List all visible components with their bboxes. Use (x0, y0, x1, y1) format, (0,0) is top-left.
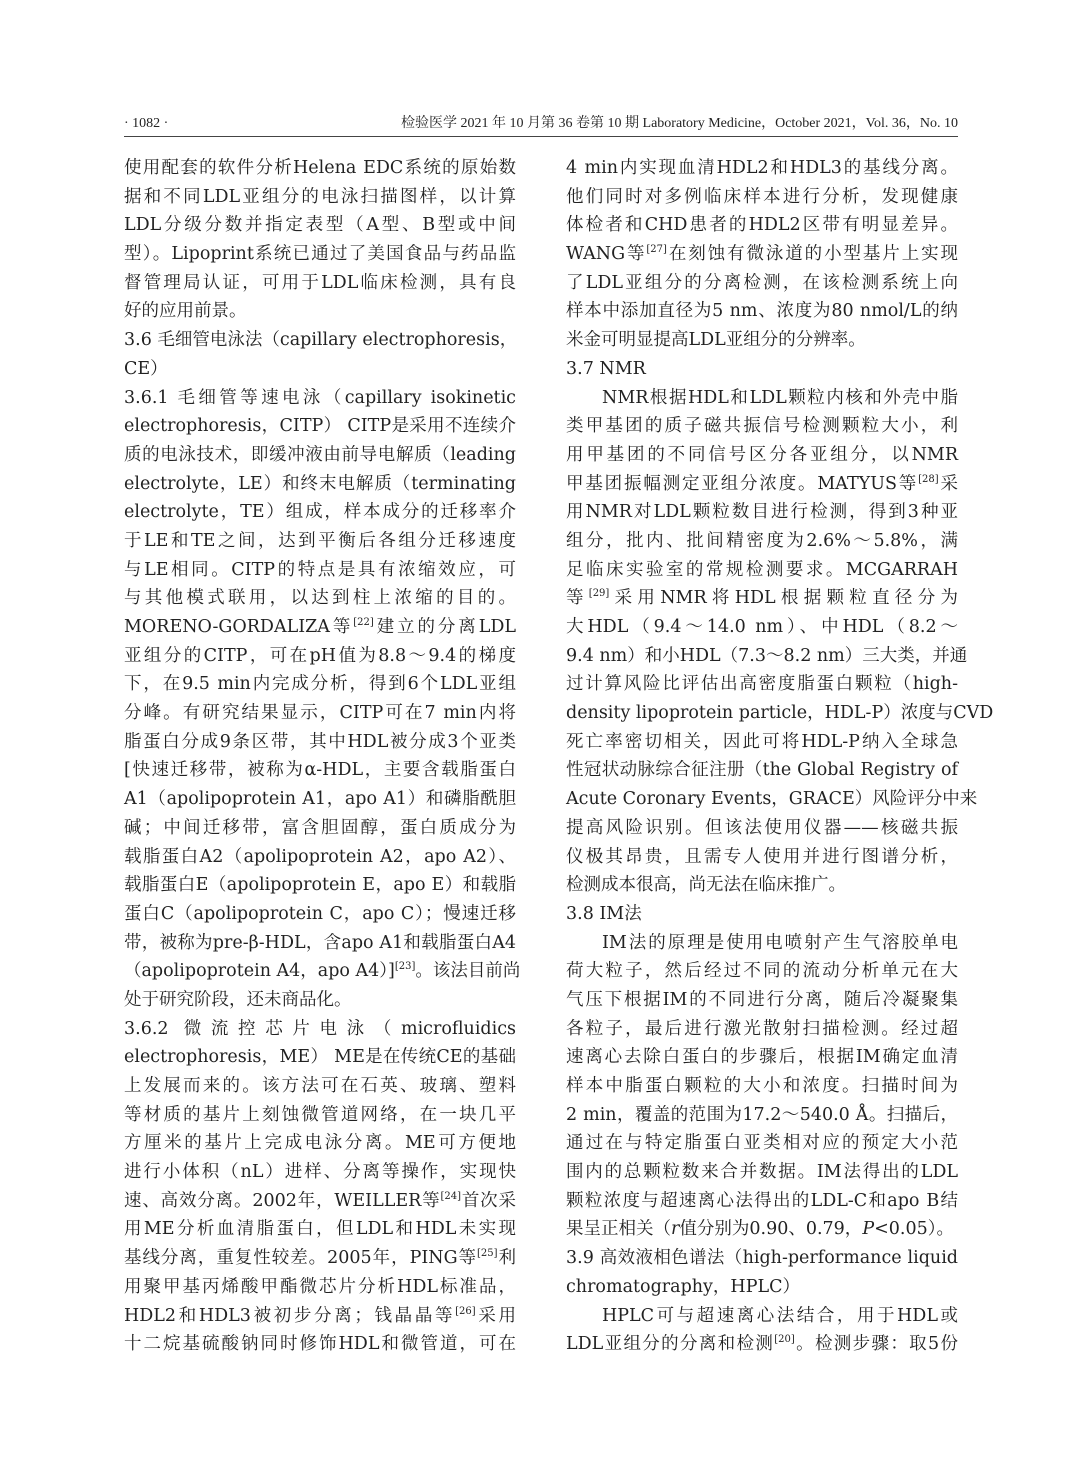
text-line: 通过在与特定脂蛋白亚类相对应的预定大小范 (566, 1133, 958, 1154)
text-line: HDL2和HDL3被初步分离；钱晶晶等[26]采用 (124, 1305, 517, 1326)
text-line: 检测成本很高，尚无法在临床推广。 (566, 875, 846, 896)
text-line: 9.4 nm）和小HDL（7.3～8.2 nm）三大类，并通 (566, 645, 968, 666)
text-line: electrolyte，LE）和终末电解质（terminating (124, 473, 516, 494)
text-line: 他们同时对多例临床样本进行分析，发现健康 (566, 186, 958, 207)
page-number: · 1082 · (124, 116, 169, 131)
text-line: 4 min内实现血清HDL2和HDL3的基线分离。 (566, 158, 958, 178)
text-line: 类甲基团的质子磁共振信号检测颗粒大小，利 (566, 416, 958, 437)
text-line: 与LE相同。CITP的特点是具有浓缩效应，可 (124, 559, 516, 580)
text-line: 用聚甲基丙烯酸甲酯微芯片分析HDL标准品， (124, 1276, 516, 1297)
text-line: 甲基团振幅测定亚组分浓度。MATYUS等[28]采 (566, 473, 959, 494)
text-line: 于LE和TE之间，达到平衡后各组分迁移速度 (124, 530, 516, 551)
text-line: 方厘米的基片上完成电泳分离。ME可方便地 (124, 1133, 516, 1154)
text-line: NMR根据HDL和LDL颗粒内核和外壳中脂 (602, 387, 958, 408)
text-line: 等材质的基片上刻蚀微管道网络，在一块几平 (124, 1104, 516, 1125)
text-line: Acute Coronary Events，GRACE）风险评分中来 (566, 789, 978, 810)
text-line: IM法的原理是使用电喷射产生气溶胶单电 (602, 932, 958, 953)
text-line: 用甲基团的不同信号区分各亚组分，以NMR (566, 444, 958, 465)
running-header (124, 112, 958, 137)
section-heading: 3.9 高效液相色谱法（high-performance liquid (566, 1248, 958, 1269)
text-line: 脂蛋白分成9条区带，其中HDL被分成3个亚类 (124, 731, 516, 752)
text-line: 围内的总颗粒数来合并数据。IM法得出的LDL (566, 1162, 958, 1183)
section-heading: 3.6 毛细管电泳法（capillary electrophoresis， (124, 330, 518, 351)
journal-citation: 检验医学 2021 年 10 月第 36 卷第 10 期 Laboratory Medicine，October 2021，Vol. 36，No. 10 (401, 116, 958, 131)
text-line: 各粒子，最后进行激光散射扫描检测。经过超 (566, 1018, 958, 1039)
section-heading: CE） (124, 358, 168, 379)
text-line: 颗粒浓度与超速离心法得出的LDL-C和apo B结 (566, 1190, 958, 1211)
text-line: 十二烷基硫酸钠同时修饰HDL和微管道，可在 (124, 1334, 516, 1355)
text-line: 样本中脂蛋白颗粒的大小和浓度。扫描时间为 (566, 1076, 958, 1096)
text-line: 型）。Lipoprint系统已通过了美国食品与药品监 (124, 244, 516, 265)
subsection-heading: 3.6.1 毛细管等速电泳（capillary isokinetic (124, 387, 516, 408)
section-heading: chromatography，HPLC） (566, 1276, 800, 1297)
text-line: 大HDL（9.4～14.0 nm）、中HDL（8.2～ (566, 617, 958, 637)
subsection-heading: 3.6.2 微流控芯片电泳（microfluidics (124, 1018, 516, 1039)
text-line: 带，被称为pre-β-HDL，含apo A1和载脂蛋白A4 (124, 932, 516, 953)
text-line: 过计算风险比评估出高密度脂蛋白颗粒（high- (566, 674, 958, 695)
text-line: 性冠状动脉综合征注册（the Global Registry of (566, 760, 958, 781)
text-line: 下，在9.5 min内完成分析，得到6个LDL亚组 (124, 674, 516, 695)
text-line: 速、高效分离。2002年，WEILLER等[24]首次采 (124, 1190, 516, 1211)
text-line: 仪极其昂贵，且需专人使用并进行图谱分析， (566, 846, 958, 867)
text-line: LDL分级分数并指定表型（A型、B型或中间 (124, 215, 516, 236)
text-line: 进行小体积（nL）进样、分离等操作，实现快 (124, 1162, 516, 1183)
text-line: 米金可明显提高LDL亚组分的分辨率。 (566, 330, 866, 351)
text-line: 速离心去除白蛋白的步骤后，根据IM确定血清 (566, 1047, 958, 1068)
text-line: electrophoresis，CITP） CITP是采用不连续介 (124, 416, 516, 437)
text-line: MORENO-GORDALIZA等[22]建立的分离LDL (124, 617, 516, 637)
text-line: 上发展而来的。该方法可在石英、玻璃、塑料 (124, 1076, 516, 1096)
text-line: 蛋白C（apolipoprotein C，apo C）；慢速迁移 (124, 903, 516, 924)
text-line: electrolyte，TE）组成，样本成分的迁移率介 (124, 502, 516, 523)
text-line: 载脂蛋白A2（apolipoprotein A2，apo A2）、 (124, 846, 516, 867)
text-line: 与其他模式联用，以达到柱上浓缩的目的。 (124, 588, 516, 609)
text-line: 荷大粒子，然后经过不同的流动分析单元在大 (566, 961, 958, 982)
text-line: 好的应用前景。 (124, 301, 247, 322)
text-line: 果呈正相关（r值分别为0.90、0.79，P<0.05）。 (566, 1219, 954, 1240)
text-line: 分峰。有研究结果显示，CITP可在7 min内将 (124, 703, 516, 724)
text-line: 提高风险识别。但该法使用仪器——核磁共振 (566, 817, 958, 838)
text-line: 亚组分的CITP，可在pH值为8.8～9.4的梯度 (124, 645, 516, 666)
text-line: 基线分离，重复性较差。2005年，PING等[25]利 (124, 1248, 516, 1269)
text-line: （apolipoprotein A4，apo A4）][23]。该法目前尚 (124, 961, 521, 982)
text-line: density lipoprotein particle，HDL-P）浓度与CVD (566, 703, 994, 724)
text-line: 处于研究阶段，还未商品化。 (124, 989, 352, 1010)
text-line: 载脂蛋白E（apolipoprotein E，apo E）和载脂 (124, 875, 516, 896)
text-line: 足临床实验室的常规检测要求。MCGARRAH (566, 559, 958, 580)
text-line: 使用配套的软件分析Helena EDC系统的原始数 (124, 158, 516, 178)
text-line: 督管理局认证，可用于LDL临床检测，具有良 (124, 272, 516, 293)
left-column (124, 154, 521, 1359)
text-line: 了LDL亚组分的分离检测，在该检测系统上向 (566, 272, 958, 293)
text-line: A1（apolipoprotein A1，apo A1）和磷脂酰胆 (124, 789, 516, 810)
text-line: 据和不同LDL亚组分的电泳扫描图样，以计算 (124, 186, 516, 207)
text-line: LDL亚组分的分离和检测[20]。检测步骤：取5份 (566, 1334, 958, 1355)
right-column (566, 154, 994, 1359)
text-line: 碱；中间迁移带，富含胆固醇，蛋白质成分为 (124, 817, 516, 838)
text-line: 气压下根据IM的不同进行分离，随后冷凝聚集 (566, 989, 958, 1010)
text-line: WANG等[27]在刻蚀有微泳道的小型基片上实现 (566, 244, 959, 265)
text-line: 组分，批内、批间精密度为2.6%～5.8%，满 (566, 530, 958, 551)
text-line: [快速迁移带，被称为α-HDL，主要含载脂蛋白 (124, 760, 516, 781)
section-heading: 3.8 IM法 (566, 903, 642, 924)
text-line: 用ME分析血清脂蛋白，但LDL和HDL未实现 (124, 1219, 516, 1240)
text-line: 死亡率密切相关，因此可将HDL-P纳入全球急 (566, 731, 958, 752)
text-line: 体检者和CHD患者的HDL2区带有明显差异。 (566, 215, 958, 236)
section-heading: 3.7 NMR (566, 358, 646, 379)
text-line: 2 min，覆盖的范围为17.2～540.0 Å。扫描后， (566, 1104, 958, 1125)
text-line: 用NMR对LDL颗粒数目进行检测，得到3种亚 (566, 502, 958, 523)
text-line: HPLC可与超速离心法结合，用于HDL或 (602, 1305, 958, 1326)
text-line: 样本中添加直径为5 nm、浓度为80 nmol/L的纳 (566, 301, 958, 322)
text-line: 质的电泳技术，即缓冲液由前导电解质（leading (124, 444, 516, 465)
text-line: 等[29]采用NMR将HDL根据颗粒直径分为 (566, 588, 958, 609)
text-line: electrophoresis，ME） ME是在传统CE的基础 (124, 1047, 516, 1068)
